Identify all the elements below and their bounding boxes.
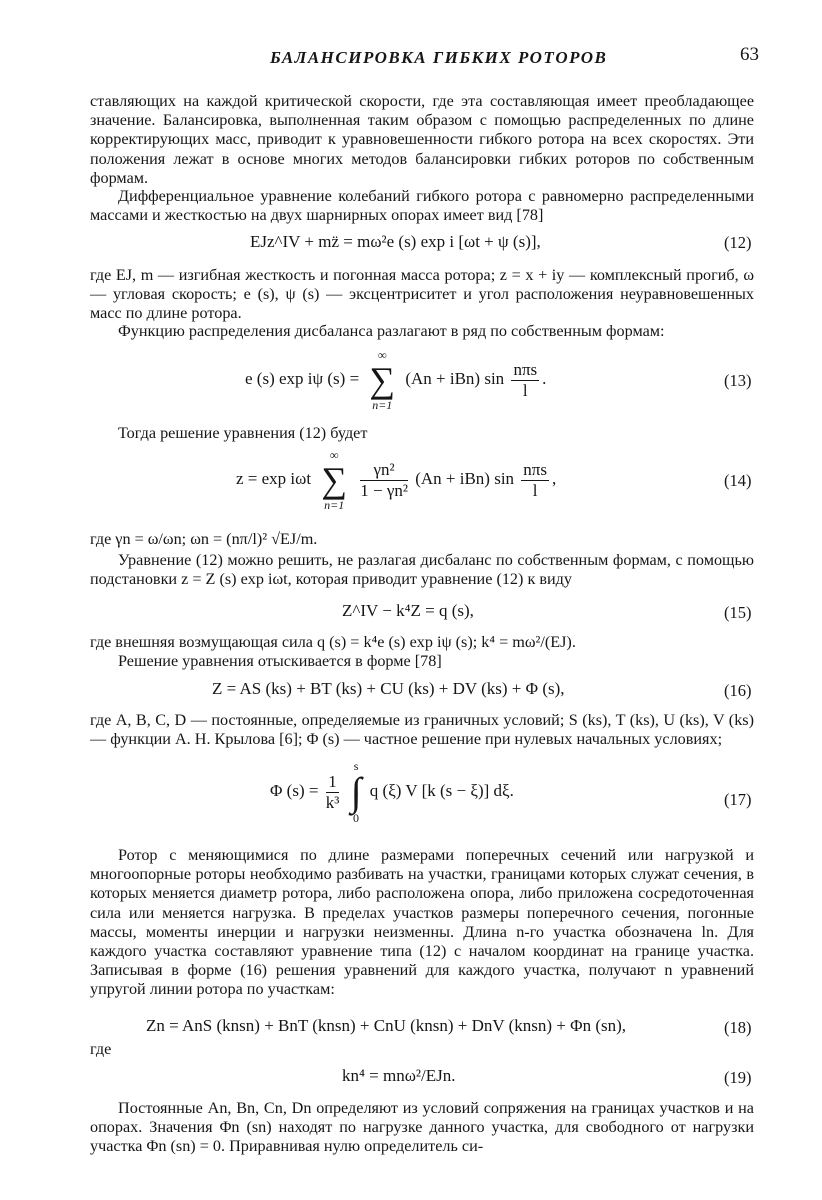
paragraph-10: где A, B, C, D — постоянные, определяемые из граничных условий; S (ks), T (ks), U (ks), V (ks) — функции А. Н. Крылова [6]; Φ (s) — частное решение при нулевых начальных условиях; <box>90 711 754 749</box>
sum-upper-limit: ∞ <box>329 448 339 462</box>
paragraph-1: ставляющих на каждой критической скорости, где эта составляющая имеет преобладающее значение. Балансировка, выполненная таким образом с помощью распределенных по длине корректирующих масс, приводит к уравновешенности гибкого ротора на всех скоростях. Эти положения лежат в основе многих методов балансировки гибких роторов по собственным формам. <box>90 92 754 187</box>
page-number: 63 <box>740 44 759 65</box>
sum-upper-limit: ∞ <box>377 348 387 362</box>
sum-symbol <box>321 448 347 512</box>
equation-18-number: (18) <box>724 1018 752 1037</box>
equation-19: kn⁴ = mnω²/EJn. <box>342 1066 456 1085</box>
equation-19-number: (19) <box>724 1068 752 1087</box>
eq17-fraction <box>326 772 340 813</box>
paragraph-8: где внешняя возмущающая сила q (s) = k⁴e (s) exp iψ (s); k⁴ = mω²/(EJ). <box>90 633 576 651</box>
eq17-body: q (ξ) V [k (s − ξ)] dξ. <box>369 780 514 800</box>
equation-14-number: (14) <box>724 471 752 490</box>
integral-symbol <box>351 760 362 824</box>
equation-14 <box>236 448 556 512</box>
eq13-lhs: e (s) exp iψ (s) = <box>245 368 360 388</box>
integral-icon: ∫ <box>350 769 362 814</box>
eq13-frac-numerator: nπs <box>513 359 538 379</box>
paragraph-9: Решение уравнения отыскивается в форме [78] <box>118 652 442 670</box>
running-header: БАЛАНСИРОВКА ГИБКИХ РОТОРОВ <box>270 48 608 67</box>
paragraph-3: где EJ, m — изгибная жесткость и погонная масса ротора; z = x + iy — комплексный прогиб, ω — угловая скорость; e (s), ψ (s) — эксцентриситет и угол расположения неуравновешенных масс по длине ротора. <box>90 266 754 323</box>
equation-17-number: (17) <box>724 790 752 809</box>
eq14-frac2-numerator: nπs <box>523 459 547 479</box>
eq13-end: . <box>542 368 547 388</box>
paragraph-2: Дифференциальное уравнение колебаний гибкого ротора с равномерно распределенными массами и жесткостью на двух шарнирных опорах имеет вид [78] <box>90 187 754 225</box>
paragraph-7: Уравнение (12) можно решить, не разлагая дисбаланс по собственным формам, с помощью подстановки z = Z (s) exp iωt, которая приводит уравнение (12) к виду <box>90 551 754 589</box>
equation-13-number: (13) <box>724 371 752 390</box>
paragraph-12: где <box>90 1040 112 1058</box>
paragraph-4: Функцию распределения дисбаланса разлагают в ряд по собственным формам: <box>118 322 665 340</box>
integral-upper-limit: s <box>353 759 359 773</box>
eq17-frac-denominator: k³ <box>325 792 340 812</box>
eq13-frac-denominator: l <box>522 380 528 400</box>
equation-17 <box>270 760 514 824</box>
paragraph-5: Тогда решение уравнения (12) будет <box>118 424 368 442</box>
integral-lower-limit: 0 <box>353 811 360 825</box>
equation-12: EJz^IV + mz̈ = mω²e (s) exp i [ωt + ψ (s)], <box>250 232 541 251</box>
equation-18: Zn = AnS (knsn) + BnT (knsn) + CnU (knsn) + DnV (knsn) + Φn (sn), <box>146 1016 627 1035</box>
eq13-body: (An + iBn) sin <box>405 368 505 388</box>
paragraph-11: Ротор с меняющимися по длине размерами поперечных сечений или нагрузкой и многоопорные роторы необходимо разбивать на участки, границами которых служат сечения, в которых меняется диаметр ротора, либо расположена опора, либо приложена сосредоточенная сила или меняется нагрузка. В пределах участков размеры поперечного сечения, погонные массы, моменты инерции и нагрузки неизменны. Длина n-го участка обозначена ln. Для каждого участка составляют уравнение типа (12) с началом координат на границе участка. Записывая в форме (16) решения уравнений для каждого участка, получают n уравнений упругой линии ротора по участкам: <box>90 846 754 999</box>
equation-13 <box>245 348 546 412</box>
sum-symbol <box>369 348 395 412</box>
sum-lower-limit: n=1 <box>372 398 393 412</box>
eq14-fraction-sine <box>521 460 549 501</box>
equation-16: Z = AS (ks) + BT (ks) + CU (ks) + DV (ks) + Φ (s), <box>212 679 565 698</box>
eq13-fraction <box>511 360 539 401</box>
equation-16-number: (16) <box>724 681 752 700</box>
sigma-icon: ∑ <box>321 460 347 500</box>
eq14-frac1-denominator: 1 − γn² <box>360 480 408 500</box>
eq17-lhs: Φ (s) = <box>270 780 319 800</box>
eq14-lhs: z = exp iωt <box>236 468 312 488</box>
eq14-frac2-denominator: l <box>532 480 538 500</box>
paragraph-13: Постоянные An, Bn, Cn, Dn определяют из условий сопряжения на границах участков и на опорах. Значения Φn (sn) находят по нагрузке данного участка, для свободного от нагрузки участка Φn (sn) = 0. Приравнивая нулю определитель си- <box>90 1099 754 1156</box>
equation-15: Z^IV − k⁴Z = q (s), <box>342 601 474 620</box>
eq14-body: (An + iBn) sin <box>415 468 515 488</box>
eq14-fraction-gamma <box>360 460 408 501</box>
eq14-frac1-numerator: γn² <box>360 460 408 481</box>
sum-lower-limit: n=1 <box>324 498 345 512</box>
eq14-end: , <box>552 468 557 488</box>
equation-15-number: (15) <box>724 603 752 622</box>
paragraph-6: где γn = ω/ωn; ωn = (nπ/l)² √EJ/m. <box>90 530 318 548</box>
equation-12-number: (12) <box>724 233 752 252</box>
sigma-icon: ∑ <box>369 360 396 400</box>
eq17-frac-numerator: 1 <box>326 772 340 793</box>
